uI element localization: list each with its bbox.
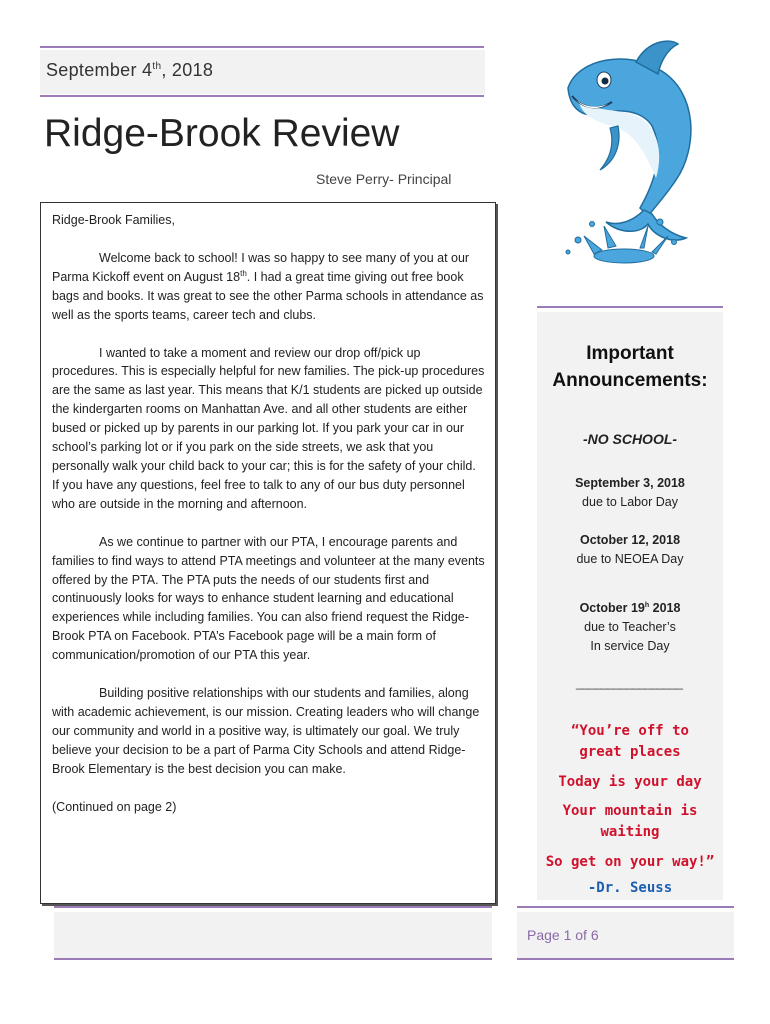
letter-paragraph-pickup: I wanted to take a moment and review our drop off/pick up procedures. This is especially helpful for new families. The pick-up procedures are the same as last year. This means that K/1 students are picked up outside the kindergarten rooms on Manhattan Ave. and all other students are either bused or picked up by parents in our parking lot. If you park your car in our school’s parking lot or if you park on the side streets, we ask that you personally walk your child back to your car; this is for the safety of your child. If you have any questions, feel free to talk to any of our bus duty personnel who are outside in the morning and afternoon. <box>52 345 485 511</box>
letter-paragraph-mission: Building positive relationships with our students and families, along with academic achievement, is our mission. Creating leaders who will change our community and world in a positive way, is ultimately our goal. We truly believe your decision to be a part of Parma City Schools and attend Ridge-Brook Elementary is the best decision you can make. <box>52 686 480 776</box>
seuss-quote-line: Your mountain is waiting <box>562 803 698 840</box>
letter-greeting: Ridge-Brook Families, <box>52 213 175 227</box>
footer-rule-right-bottom <box>517 958 734 960</box>
announcement-item: October 12, 2018 due to NEOEA Day <box>576 533 684 566</box>
footer-band-left <box>54 912 492 958</box>
announcement-item: October 19$^h$ 2018 due to Teacher’s In service Day <box>579 601 681 654</box>
issue-date: September 4th, 2018 <box>46 60 214 80</box>
newsletter-title: Ridge-Brook Review <box>44 112 400 155</box>
letter-paragraph-welcome: Welcome back to school! I was so happy to see many of you at our Parma Kickoff event on August 18th. I had a great time giving out free book bags and books. It was great to see the other Parma schools in attendance as well as the sports teams, career tech and clubs. <box>52 250 484 322</box>
quote-author: -Dr. Seuss <box>587 880 673 896</box>
dolphin-icon <box>548 30 728 270</box>
sidebar-divider: _________________ <box>576 675 682 690</box>
footer-rule-left-top <box>54 906 492 908</box>
principal-byline: Steve Perry- Principal <box>316 171 452 187</box>
page-number: Page 1 of 6 <box>527 927 599 943</box>
continued-note: (Continued on page 2) <box>52 799 177 814</box>
announcements-heading: Important Announcements: <box>552 343 708 391</box>
sidebar-rule <box>537 306 723 308</box>
seuss-quote-line: Today is your day <box>558 774 702 790</box>
footer-rule-left-bottom <box>54 958 492 960</box>
seuss-quote-line: “You’re off to great places <box>570 723 689 760</box>
announcement-item: September 3, 2018 due to Labor Day <box>575 476 685 509</box>
footer-rule-right-top <box>517 906 734 908</box>
seuss-quote-line: So get on your way!” <box>545 854 715 870</box>
letter-paragraph-pta: As we continue to partner with our PTA, I encourage parents and families to find ways to attend PTA meetings and volunteer at the many events offered by the PTA. The PTA puts the needs of our students first and continuously looks for ways to enhance student learning and educational experiences while including families. You can also friend request the Ridge-Brook PTA on Facebook. PTA’s Facebook page will be a main form of communication/promotion of our PTA this year. <box>52 534 485 663</box>
top-rule <box>40 46 484 48</box>
no-school-heading: -NO SCHOOL- <box>582 431 678 447</box>
date-rule <box>40 95 484 97</box>
principal-letter <box>40 202 496 904</box>
